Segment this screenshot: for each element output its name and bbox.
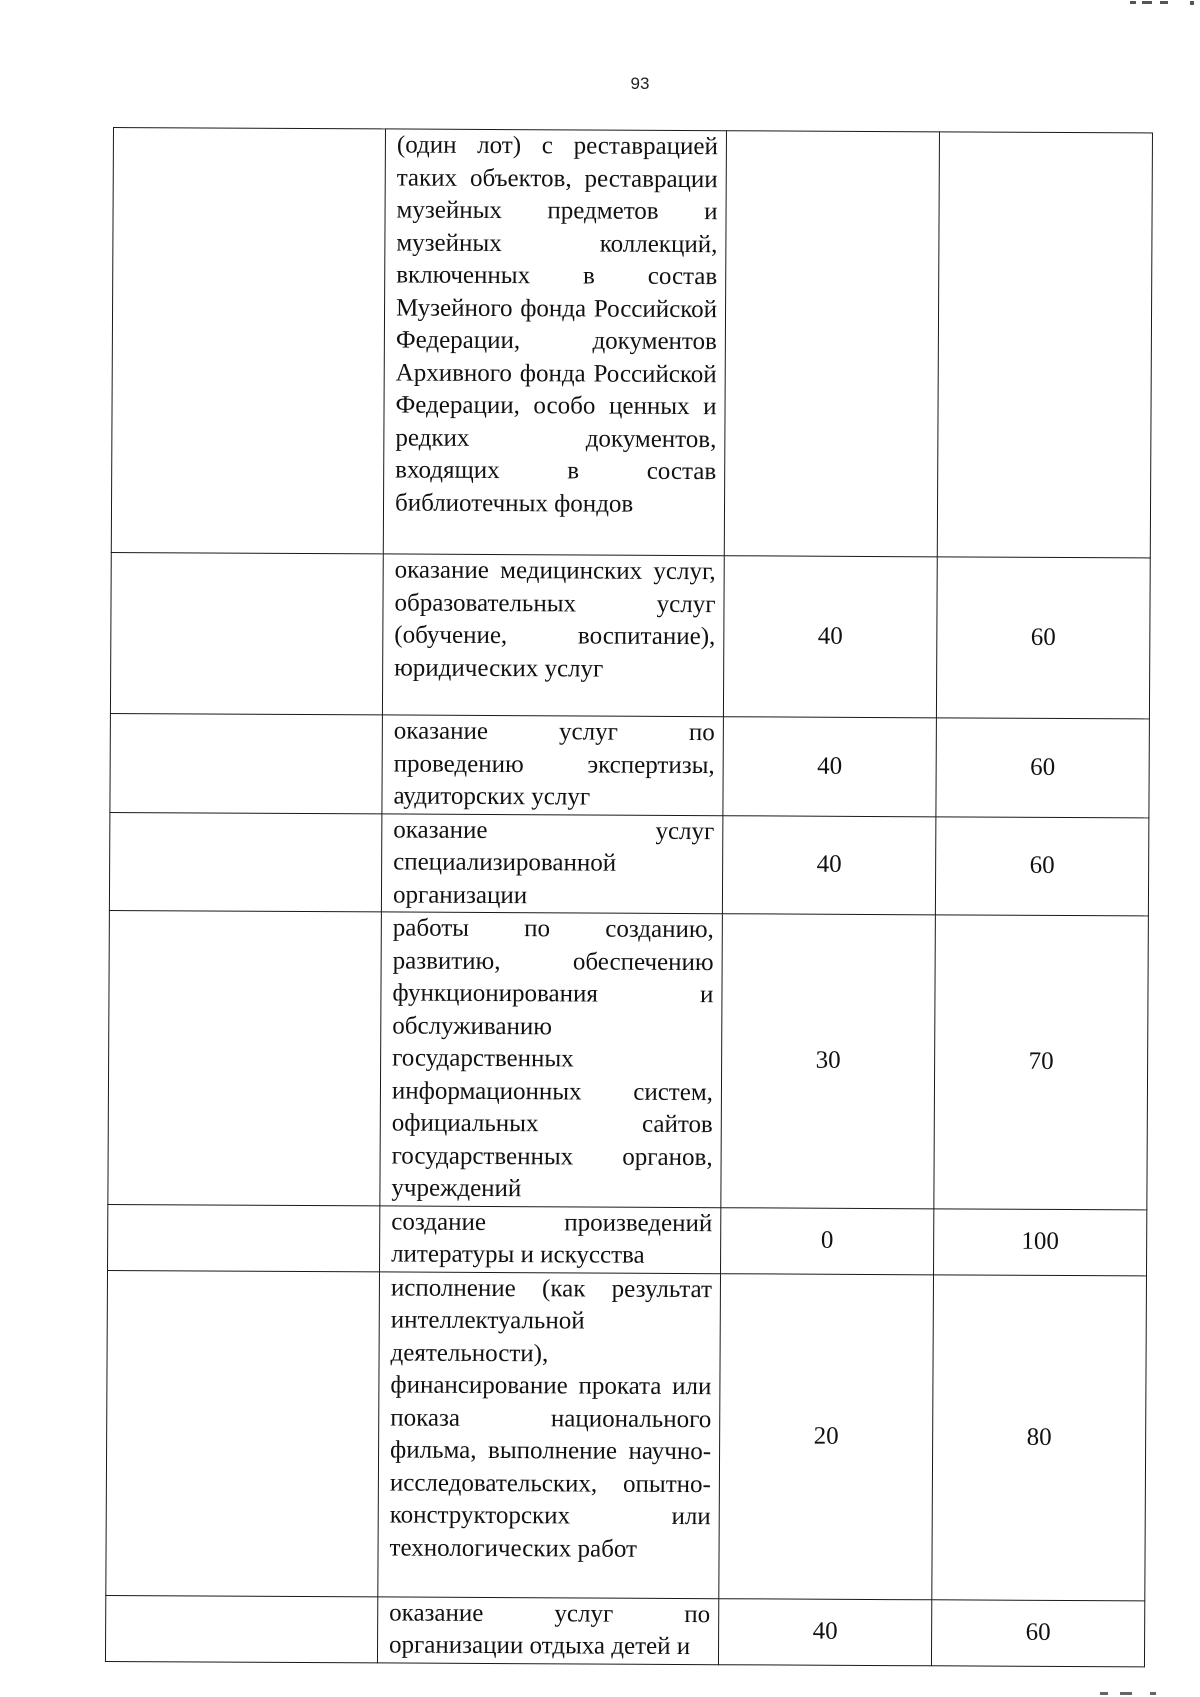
- value-a-cell: 40: [722, 815, 936, 915]
- table-row: [109, 812, 1149, 916]
- category-cell: [108, 1204, 380, 1271]
- category-cell: [105, 1595, 377, 1662]
- value-b-cell: 60: [935, 816, 1149, 916]
- category-cell: [110, 552, 383, 714]
- scan-artifact-top: [1100, 0, 1200, 8]
- description-cell: оказание услуг специализированной организации: [381, 813, 723, 913]
- table-row: [110, 713, 1150, 817]
- value-a-cell: 20: [719, 1273, 934, 1599]
- value-b-cell: 60: [936, 557, 1150, 719]
- value-b-cell: 70: [934, 915, 1149, 1210]
- value-b-cell: 60: [931, 1599, 1144, 1666]
- value-b-cell: [937, 132, 1152, 558]
- table-row: [108, 1204, 1147, 1275]
- page-number: 93: [630, 74, 650, 93]
- table-row: [105, 1595, 1144, 1666]
- description-cell: создание произведений литературы и искусства: [380, 1205, 721, 1273]
- description-cell: оказание услуг по организации отдыха детей и: [377, 1596, 718, 1664]
- value-a-cell: [724, 131, 939, 557]
- value-a-cell: 40: [723, 556, 937, 718]
- value-b-cell: 100: [934, 1208, 1147, 1275]
- value-a-cell: 40: [723, 717, 937, 817]
- description-cell: оказание услуг по проведению экспертизы, аудиторских услуг: [382, 715, 724, 815]
- category-cell: [109, 812, 382, 912]
- category-cell: [108, 910, 382, 1205]
- description-cell: (один лот) с реставрацией таких объектов, реставрации музейных предметов и музейных коллекций, включенных в состав Музейного фонда Российской Федерации, документов Архивного фонда Российской Федерации, особо ценных и редких документов, входящих в состав библиотечных фондов: [383, 129, 726, 556]
- table-row: [111, 128, 1152, 558]
- value-b-cell: 80: [932, 1274, 1147, 1600]
- scan-artifact-bottom: [1080, 1689, 1180, 1697]
- category-cell: [110, 713, 383, 813]
- table-row: [106, 1270, 1147, 1600]
- category-cell: [106, 1270, 380, 1596]
- content-table: [105, 127, 1153, 1667]
- description-cell: исполнение (как результат интеллектуальной деятельности), финансирование проката или показа национального фильма, выполнение научно-исследовательских, опытно-конструкторских или технологических работ: [378, 1271, 721, 1598]
- table-row: [110, 552, 1150, 718]
- description-cell: оказание медицинских услуг, образовательных услуг (обучение, воспитание), юридических услуг: [382, 554, 724, 717]
- description-cell: работы по созданию, развитию, обеспечению функционирования и обслуживанию государственных информационных систем, официальных сайтов государственных органов, учреждений: [380, 912, 723, 1207]
- value-a-cell: 40: [718, 1598, 931, 1665]
- category-cell: [111, 128, 385, 554]
- value-b-cell: 60: [936, 718, 1150, 818]
- value-a-cell: 0: [721, 1207, 934, 1274]
- table-row: [108, 910, 1149, 1209]
- value-a-cell: 30: [721, 914, 936, 1209]
